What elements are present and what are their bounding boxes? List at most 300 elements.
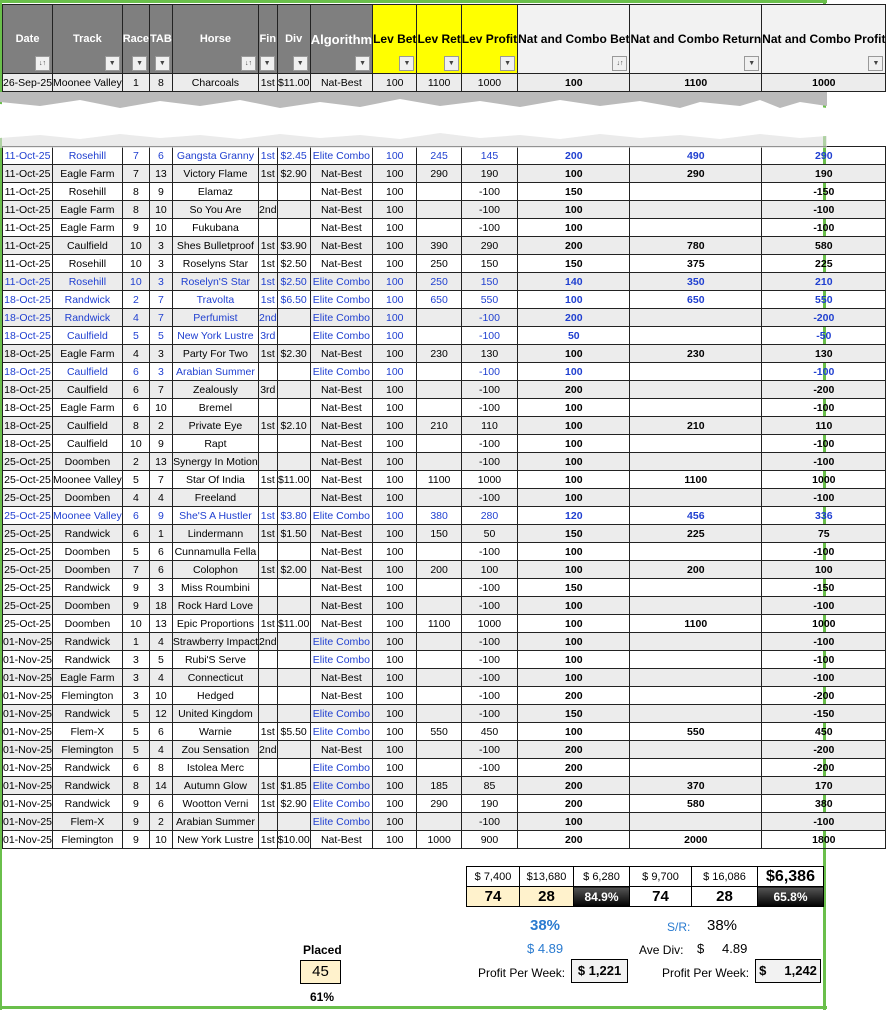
cell-nat-profit[interactable]: 336 bbox=[762, 507, 886, 525]
cell-nat-return[interactable]: 290 bbox=[630, 165, 762, 183]
cell-nat-profit[interactable]: -150 bbox=[762, 183, 886, 201]
cell-horse[interactable]: Strawberry Impact bbox=[172, 633, 258, 651]
cell-tab[interactable]: 5 bbox=[150, 327, 173, 345]
cell-race[interactable]: 8 bbox=[122, 183, 149, 201]
cell-date[interactable]: 18-Oct-25 bbox=[3, 435, 53, 453]
cell-div[interactable] bbox=[277, 363, 310, 381]
cell-date[interactable]: 18-Oct-25 bbox=[3, 399, 53, 417]
cell-lev-ret[interactable]: 390 bbox=[417, 237, 461, 255]
cell-race[interactable]: 6 bbox=[122, 507, 149, 525]
cell-track[interactable]: Rosehill bbox=[53, 147, 123, 165]
cell-fin[interactable]: 3rd bbox=[259, 381, 278, 399]
cell-horse[interactable]: Party For Two bbox=[172, 345, 258, 363]
cell-race[interactable]: 5 bbox=[122, 471, 149, 489]
cell-race[interactable]: 6 bbox=[122, 525, 149, 543]
cell-race[interactable]: 10 bbox=[122, 435, 149, 453]
cell-date[interactable]: 25-Oct-25 bbox=[3, 489, 53, 507]
cell-nat-profit[interactable]: -200 bbox=[762, 381, 886, 399]
cell-lev-ret[interactable] bbox=[417, 489, 461, 507]
cell-date[interactable]: 25-Oct-25 bbox=[3, 507, 53, 525]
cell-lev-bet[interactable]: 100 bbox=[373, 813, 417, 831]
cell-horse[interactable]: So You Are bbox=[172, 201, 258, 219]
cell-nat-profit[interactable]: -100 bbox=[762, 597, 886, 615]
cell-nat-bet[interactable]: 150 bbox=[518, 705, 630, 723]
cell-fin[interactable]: 1st bbox=[259, 723, 278, 741]
cell-horse[interactable]: Travolta bbox=[172, 291, 258, 309]
cell-nat-bet[interactable]: 100 bbox=[518, 597, 630, 615]
cell-nat-bet[interactable]: 100 bbox=[518, 813, 630, 831]
cell-nat-return[interactable]: 225 bbox=[630, 525, 762, 543]
cell-algorithm[interactable]: Nat-Best bbox=[310, 669, 372, 687]
cell-race[interactable]: 3 bbox=[122, 687, 149, 705]
cell-lev-profit[interactable]: -100 bbox=[461, 579, 517, 597]
cell-date[interactable]: 01-Nov-25 bbox=[3, 831, 53, 849]
cell-horse[interactable]: Private Eye bbox=[172, 417, 258, 435]
cell-fin[interactable] bbox=[259, 183, 278, 201]
cell-lev-bet[interactable]: 100 bbox=[373, 291, 417, 309]
cell-algorithm[interactable]: Elite Combo bbox=[310, 291, 372, 309]
cell-algorithm[interactable]: Nat-Best bbox=[310, 417, 372, 435]
cell-lev-ret[interactable] bbox=[417, 399, 461, 417]
table-row[interactable] bbox=[3, 813, 886, 831]
cell-nat-profit[interactable]: -200 bbox=[762, 759, 886, 777]
cell-nat-return[interactable] bbox=[630, 327, 762, 345]
cell-lev-bet[interactable]: 100 bbox=[373, 471, 417, 489]
cell-track[interactable]: Moonee Valley bbox=[53, 471, 123, 489]
cell-fin[interactable] bbox=[259, 705, 278, 723]
cell-race[interactable]: 5 bbox=[122, 327, 149, 345]
cell-horse[interactable]: Elamaz bbox=[172, 183, 258, 201]
filter-dropdown-icon[interactable]: ↓↑ bbox=[35, 56, 50, 71]
cell-lev-bet[interactable]: 100 bbox=[373, 777, 417, 795]
cell-fin[interactable] bbox=[259, 687, 278, 705]
cell-track[interactable]: Randwick bbox=[53, 777, 123, 795]
cell-nat-return[interactable]: 580 bbox=[630, 795, 762, 813]
cell-lev-ret[interactable]: 1000 bbox=[417, 831, 461, 849]
cell-algorithm[interactable]: Nat-Best bbox=[310, 489, 372, 507]
cell-lev-bet[interactable]: 100 bbox=[373, 687, 417, 705]
cell-track[interactable]: Rosehill bbox=[53, 183, 123, 201]
cell-nat-return[interactable] bbox=[630, 453, 762, 471]
cell-lev-bet[interactable]: 100 bbox=[373, 723, 417, 741]
cell-nat-profit[interactable]: 100 bbox=[762, 561, 886, 579]
cell-nat-bet[interactable]: 50 bbox=[518, 327, 630, 345]
cell-nat-return[interactable] bbox=[630, 219, 762, 237]
cell-nat-bet[interactable]: 100 bbox=[518, 165, 630, 183]
cell-nat-bet[interactable]: 100 bbox=[518, 489, 630, 507]
cell-lev-ret[interactable] bbox=[417, 597, 461, 615]
cell-horse[interactable]: Epic Proportions bbox=[172, 615, 258, 633]
cell-lev-ret[interactable]: 185 bbox=[417, 777, 461, 795]
cell-lev-profit[interactable]: 100 bbox=[461, 561, 517, 579]
cell-fin[interactable]: 1st bbox=[259, 74, 278, 92]
cell-date[interactable]: 25-Oct-25 bbox=[3, 597, 53, 615]
cell-tab[interactable]: 2 bbox=[150, 417, 173, 435]
cell-div[interactable] bbox=[277, 201, 310, 219]
cell-nat-profit[interactable]: 210 bbox=[762, 273, 886, 291]
cell-nat-bet[interactable]: 100 bbox=[518, 201, 630, 219]
cell-race[interactable]: 8 bbox=[122, 417, 149, 435]
cell-track[interactable]: Randwick bbox=[53, 759, 123, 777]
cell-div[interactable]: $3.90 bbox=[277, 237, 310, 255]
cell-fin[interactable]: 2nd bbox=[259, 633, 278, 651]
cell-date[interactable]: 18-Oct-25 bbox=[3, 291, 53, 309]
cell-fin[interactable]: 1st bbox=[259, 831, 278, 849]
cell-horse[interactable]: Roselyn'S Star bbox=[172, 273, 258, 291]
cell-track[interactable]: Rosehill bbox=[53, 273, 123, 291]
cell-nat-return[interactable]: 550 bbox=[630, 723, 762, 741]
cell-track[interactable]: Caulfield bbox=[53, 237, 123, 255]
cell-fin[interactable]: 1st bbox=[259, 777, 278, 795]
cell-nat-bet[interactable]: 100 bbox=[518, 471, 630, 489]
cell-fin[interactable]: 1st bbox=[259, 147, 278, 165]
cell-nat-bet[interactable]: 100 bbox=[518, 345, 630, 363]
cell-div[interactable]: $11.00 bbox=[277, 471, 310, 489]
cell-algorithm[interactable]: Elite Combo bbox=[310, 651, 372, 669]
cell-track[interactable]: Flem-X bbox=[53, 813, 123, 831]
cell-date[interactable]: 11-Oct-25 bbox=[3, 237, 53, 255]
cell-date[interactable]: 11-Oct-25 bbox=[3, 273, 53, 291]
cell-tab[interactable]: 7 bbox=[150, 291, 173, 309]
cell-nat-return[interactable]: 210 bbox=[630, 417, 762, 435]
filter-dropdown-icon[interactable]: ▼ bbox=[868, 56, 883, 71]
cell-track[interactable]: Flemington bbox=[53, 741, 123, 759]
cell-nat-profit[interactable]: 550 bbox=[762, 291, 886, 309]
cell-lev-profit[interactable]: -100 bbox=[461, 813, 517, 831]
cell-lev-ret[interactable] bbox=[417, 687, 461, 705]
cell-nat-bet[interactable]: 150 bbox=[518, 525, 630, 543]
cell-date[interactable]: 11-Oct-25 bbox=[3, 201, 53, 219]
cell-lev-profit[interactable]: 85 bbox=[461, 777, 517, 795]
cell-race[interactable]: 2 bbox=[122, 291, 149, 309]
cell-tab[interactable]: 2 bbox=[150, 813, 173, 831]
cell-date[interactable]: 25-Oct-25 bbox=[3, 579, 53, 597]
cell-div[interactable]: $2.45 bbox=[277, 147, 310, 165]
cell-nat-return[interactable] bbox=[630, 399, 762, 417]
cell-horse[interactable]: Synergy In Motion bbox=[172, 453, 258, 471]
cell-div[interactable]: $2.00 bbox=[277, 561, 310, 579]
cell-nat-bet[interactable]: 100 bbox=[518, 669, 630, 687]
table-row[interactable] bbox=[3, 147, 886, 165]
cell-lev-bet[interactable]: 100 bbox=[373, 147, 417, 165]
cell-div[interactable] bbox=[277, 453, 310, 471]
cell-nat-return[interactable]: 375 bbox=[630, 255, 762, 273]
cell-tab[interactable]: 4 bbox=[150, 669, 173, 687]
table-row[interactable] bbox=[3, 507, 886, 525]
cell-horse[interactable]: Gangsta Granny bbox=[172, 147, 258, 165]
cell-lev-bet[interactable]: 100 bbox=[373, 831, 417, 849]
cell-track[interactable]: Caulfield bbox=[53, 435, 123, 453]
cell-nat-profit[interactable]: -100 bbox=[762, 399, 886, 417]
cell-tab[interactable]: 3 bbox=[150, 273, 173, 291]
cell-nat-profit[interactable]: 290 bbox=[762, 147, 886, 165]
cell-date[interactable]: 25-Oct-25 bbox=[3, 525, 53, 543]
cell-track[interactable]: Randwick bbox=[53, 579, 123, 597]
table-row[interactable] bbox=[3, 741, 886, 759]
table-row[interactable] bbox=[3, 723, 886, 741]
cell-algorithm[interactable]: Nat-Best bbox=[310, 399, 372, 417]
cell-tab[interactable]: 13 bbox=[150, 165, 173, 183]
cell-fin[interactable] bbox=[259, 813, 278, 831]
cell-horse[interactable]: Arabian Summer bbox=[172, 813, 258, 831]
cell-lev-bet[interactable]: 100 bbox=[373, 165, 417, 183]
cell-nat-bet[interactable]: 200 bbox=[518, 147, 630, 165]
cell-tab[interactable]: 9 bbox=[150, 183, 173, 201]
table-row[interactable] bbox=[3, 435, 886, 453]
cell-track[interactable]: Eagle Farm bbox=[53, 399, 123, 417]
cell-race[interactable]: 5 bbox=[122, 543, 149, 561]
cell-nat-profit[interactable]: -100 bbox=[762, 201, 886, 219]
cell-div[interactable]: $1.85 bbox=[277, 777, 310, 795]
cell-tab[interactable]: 4 bbox=[150, 741, 173, 759]
table-row[interactable] bbox=[3, 543, 886, 561]
cell-div[interactable]: $2.90 bbox=[277, 165, 310, 183]
cell-tab[interactable]: 10 bbox=[150, 687, 173, 705]
cell-fin[interactable] bbox=[259, 597, 278, 615]
cell-track[interactable]: Flemington bbox=[53, 687, 123, 705]
cell-div[interactable] bbox=[277, 759, 310, 777]
cell-nat-profit[interactable]: -100 bbox=[762, 489, 886, 507]
cell-div[interactable] bbox=[277, 309, 310, 327]
cell-lev-profit[interactable]: 900 bbox=[461, 831, 517, 849]
cell-lev-bet[interactable]: 100 bbox=[373, 219, 417, 237]
cell-race[interactable]: 10 bbox=[122, 237, 149, 255]
cell-date[interactable]: 25-Oct-25 bbox=[3, 543, 53, 561]
table-row[interactable] bbox=[3, 345, 886, 363]
cell-algorithm[interactable]: Elite Combo bbox=[310, 813, 372, 831]
cell-lev-ret[interactable]: 1100 bbox=[417, 615, 461, 633]
cell-track[interactable]: Randwick bbox=[53, 795, 123, 813]
cell-algorithm[interactable]: Nat-Best bbox=[310, 525, 372, 543]
cell-fin[interactable]: 1st bbox=[259, 165, 278, 183]
cell-nat-profit[interactable]: -200 bbox=[762, 687, 886, 705]
cell-lev-profit[interactable]: -100 bbox=[461, 651, 517, 669]
cell-lev-bet[interactable]: 100 bbox=[373, 579, 417, 597]
cell-lev-profit[interactable]: -100 bbox=[461, 759, 517, 777]
cell-algorithm[interactable]: Nat-Best bbox=[310, 435, 372, 453]
cell-algorithm[interactable]: Nat-Best bbox=[310, 597, 372, 615]
cell-nat-bet[interactable]: 100 bbox=[518, 417, 630, 435]
cell-nat-bet[interactable]: 200 bbox=[518, 741, 630, 759]
filter-dropdown-icon[interactable]: ▼ bbox=[293, 56, 308, 71]
cell-tab[interactable]: 13 bbox=[150, 615, 173, 633]
cell-horse[interactable]: Hedged bbox=[172, 687, 258, 705]
cell-nat-profit[interactable]: -200 bbox=[762, 309, 886, 327]
cell-horse[interactable]: Colophon bbox=[172, 561, 258, 579]
cell-algorithm[interactable]: Elite Combo bbox=[310, 777, 372, 795]
cell-race[interactable]: 3 bbox=[122, 651, 149, 669]
table-row[interactable] bbox=[3, 273, 886, 291]
cell-fin[interactable]: 1st bbox=[259, 255, 278, 273]
cell-date[interactable]: 25-Oct-25 bbox=[3, 561, 53, 579]
cell-lev-bet[interactable]: 100 bbox=[373, 615, 417, 633]
cell-race[interactable]: 7 bbox=[122, 561, 149, 579]
cell-nat-bet[interactable]: 200 bbox=[518, 777, 630, 795]
cell-lev-profit[interactable]: -100 bbox=[461, 327, 517, 345]
cell-fin[interactable]: 1st bbox=[259, 615, 278, 633]
cell-fin[interactable]: 2nd bbox=[259, 309, 278, 327]
filter-dropdown-icon[interactable]: ▼ bbox=[444, 56, 459, 71]
cell-race[interactable]: 5 bbox=[122, 741, 149, 759]
cell-lev-profit[interactable]: -100 bbox=[461, 435, 517, 453]
cell-race[interactable]: 3 bbox=[122, 669, 149, 687]
cell-horse[interactable]: Cunnamulla Fella bbox=[172, 543, 258, 561]
cell-lev-bet[interactable]: 100 bbox=[373, 651, 417, 669]
cell-track[interactable]: Eagle Farm bbox=[53, 165, 123, 183]
cell-lev-profit[interactable]: -100 bbox=[461, 363, 517, 381]
cell-tab[interactable]: 8 bbox=[150, 74, 173, 92]
cell-track[interactable]: Doomben bbox=[53, 597, 123, 615]
cell-horse[interactable]: She'S A Hustler bbox=[172, 507, 258, 525]
cell-lev-ret[interactable] bbox=[417, 201, 461, 219]
cell-nat-bet[interactable]: 100 bbox=[518, 74, 630, 92]
cell-race[interactable]: 1 bbox=[122, 74, 149, 92]
table-row[interactable] bbox=[3, 471, 886, 489]
cell-algorithm[interactable]: Elite Combo bbox=[310, 507, 372, 525]
cell-horse[interactable]: Star Of India bbox=[172, 471, 258, 489]
cell-algorithm[interactable]: Nat-Best bbox=[310, 579, 372, 597]
cell-date[interactable]: 01-Nov-25 bbox=[3, 669, 53, 687]
cell-date[interactable]: 01-Nov-25 bbox=[3, 633, 53, 651]
cell-algorithm[interactable]: Elite Combo bbox=[310, 327, 372, 345]
cell-algorithm[interactable]: Nat-Best bbox=[310, 831, 372, 849]
cell-lev-bet[interactable]: 100 bbox=[373, 633, 417, 651]
cell-algorithm[interactable]: Nat-Best bbox=[310, 453, 372, 471]
cell-lev-profit[interactable]: -100 bbox=[461, 741, 517, 759]
table-row[interactable] bbox=[3, 165, 886, 183]
cell-date[interactable]: 01-Nov-25 bbox=[3, 795, 53, 813]
cell-nat-profit[interactable]: -100 bbox=[762, 219, 886, 237]
cell-date[interactable]: 25-Oct-25 bbox=[3, 471, 53, 489]
cell-lev-ret[interactable] bbox=[417, 579, 461, 597]
cell-algorithm[interactable]: Nat-Best bbox=[310, 471, 372, 489]
cell-algorithm[interactable]: Elite Combo bbox=[310, 795, 372, 813]
cell-nat-bet[interactable]: 200 bbox=[518, 237, 630, 255]
cell-date[interactable]: 25-Oct-25 bbox=[3, 615, 53, 633]
cell-date[interactable]: 11-Oct-25 bbox=[3, 255, 53, 273]
cell-fin[interactable]: 2nd bbox=[259, 741, 278, 759]
cell-lev-profit[interactable]: -100 bbox=[461, 489, 517, 507]
cell-nat-profit[interactable]: -100 bbox=[762, 363, 886, 381]
cell-nat-return[interactable] bbox=[630, 579, 762, 597]
cell-lev-ret[interactable] bbox=[417, 309, 461, 327]
cell-tab[interactable]: 5 bbox=[150, 651, 173, 669]
cell-track[interactable]: Randwick bbox=[53, 651, 123, 669]
cell-lev-bet[interactable]: 100 bbox=[373, 237, 417, 255]
cell-tab[interactable]: 10 bbox=[150, 201, 173, 219]
cell-horse[interactable]: Istolea Merc bbox=[172, 759, 258, 777]
cell-lev-profit[interactable]: 290 bbox=[461, 237, 517, 255]
cell-horse[interactable]: New York Lustre bbox=[172, 831, 258, 849]
cell-race[interactable]: 9 bbox=[122, 579, 149, 597]
cell-horse[interactable]: Roselyns Star bbox=[172, 255, 258, 273]
cell-tab[interactable]: 13 bbox=[150, 453, 173, 471]
cell-race[interactable]: 6 bbox=[122, 759, 149, 777]
table-row[interactable] bbox=[3, 579, 886, 597]
cell-lev-ret[interactable]: 150 bbox=[417, 525, 461, 543]
cell-race[interactable]: 4 bbox=[122, 345, 149, 363]
cell-lev-ret[interactable] bbox=[417, 453, 461, 471]
cell-div[interactable] bbox=[277, 381, 310, 399]
cell-nat-return[interactable] bbox=[630, 363, 762, 381]
cell-date[interactable]: 01-Nov-25 bbox=[3, 741, 53, 759]
cell-div[interactable]: $2.30 bbox=[277, 345, 310, 363]
cell-nat-profit[interactable]: -150 bbox=[762, 579, 886, 597]
cell-fin[interactable]: 1st bbox=[259, 525, 278, 543]
cell-track[interactable]: Caulfield bbox=[53, 327, 123, 345]
cell-lev-bet[interactable]: 100 bbox=[373, 327, 417, 345]
cell-fin[interactable] bbox=[259, 363, 278, 381]
cell-track[interactable]: Doomben bbox=[53, 543, 123, 561]
table-row[interactable] bbox=[3, 777, 886, 795]
cell-div[interactable] bbox=[277, 219, 310, 237]
cell-track[interactable]: Flemington bbox=[53, 831, 123, 849]
cell-lev-profit[interactable]: -100 bbox=[461, 381, 517, 399]
cell-nat-return[interactable] bbox=[630, 705, 762, 723]
cell-lev-ret[interactable]: 290 bbox=[417, 795, 461, 813]
cell-lev-profit[interactable]: 150 bbox=[461, 255, 517, 273]
cell-div[interactable] bbox=[277, 579, 310, 597]
cell-race[interactable]: 5 bbox=[122, 723, 149, 741]
cell-lev-bet[interactable]: 100 bbox=[373, 399, 417, 417]
cell-track[interactable]: Randwick bbox=[53, 525, 123, 543]
cell-fin[interactable]: 2nd bbox=[259, 201, 278, 219]
cell-date[interactable]: 01-Nov-25 bbox=[3, 759, 53, 777]
cell-nat-return[interactable] bbox=[630, 543, 762, 561]
cell-horse[interactable]: Connecticut bbox=[172, 669, 258, 687]
cell-nat-bet[interactable]: 200 bbox=[518, 831, 630, 849]
cell-race[interactable]: 9 bbox=[122, 597, 149, 615]
cell-nat-bet[interactable]: 100 bbox=[518, 363, 630, 381]
cell-tab[interactable]: 4 bbox=[150, 633, 173, 651]
cell-nat-return[interactable]: 650 bbox=[630, 291, 762, 309]
cell-horse[interactable]: Autumn Glow bbox=[172, 777, 258, 795]
cell-track[interactable]: Moonee Valley bbox=[53, 74, 123, 92]
cell-algorithm[interactable]: Elite Combo bbox=[310, 363, 372, 381]
cell-lev-profit[interactable]: -100 bbox=[461, 705, 517, 723]
cell-algorithm[interactable]: Nat-Best bbox=[310, 74, 372, 92]
cell-track[interactable]: Doomben bbox=[53, 615, 123, 633]
cell-lev-bet[interactable]: 100 bbox=[373, 669, 417, 687]
cell-track[interactable]: Flem-X bbox=[53, 723, 123, 741]
cell-lev-bet[interactable]: 100 bbox=[373, 453, 417, 471]
cell-nat-profit[interactable]: 130 bbox=[762, 345, 886, 363]
cell-lev-ret[interactable]: 230 bbox=[417, 345, 461, 363]
cell-tab[interactable]: 10 bbox=[150, 399, 173, 417]
cell-lev-bet[interactable]: 100 bbox=[373, 507, 417, 525]
cell-lev-profit[interactable]: 280 bbox=[461, 507, 517, 525]
cell-horse[interactable]: Rubi'S Serve bbox=[172, 651, 258, 669]
cell-fin[interactable]: 1st bbox=[259, 273, 278, 291]
cell-date[interactable]: 01-Nov-25 bbox=[3, 813, 53, 831]
filter-dropdown-icon[interactable]: ▼ bbox=[744, 56, 759, 71]
table-row[interactable] bbox=[3, 597, 886, 615]
cell-race[interactable]: 6 bbox=[122, 363, 149, 381]
cell-lev-profit[interactable]: 1000 bbox=[461, 471, 517, 489]
cell-nat-return[interactable]: 1100 bbox=[630, 471, 762, 489]
cell-track[interactable]: Rosehill bbox=[53, 255, 123, 273]
cell-div[interactable]: $11.00 bbox=[277, 615, 310, 633]
cell-lev-ret[interactable] bbox=[417, 651, 461, 669]
table-row[interactable] bbox=[3, 309, 886, 327]
cell-race[interactable]: 10 bbox=[122, 615, 149, 633]
cell-nat-return[interactable] bbox=[630, 759, 762, 777]
cell-lev-bet[interactable]: 100 bbox=[373, 345, 417, 363]
cell-algorithm[interactable]: Nat-Best bbox=[310, 237, 372, 255]
cell-nat-bet[interactable]: 100 bbox=[518, 651, 630, 669]
cell-lev-profit[interactable]: 190 bbox=[461, 795, 517, 813]
table-row[interactable] bbox=[3, 327, 886, 345]
